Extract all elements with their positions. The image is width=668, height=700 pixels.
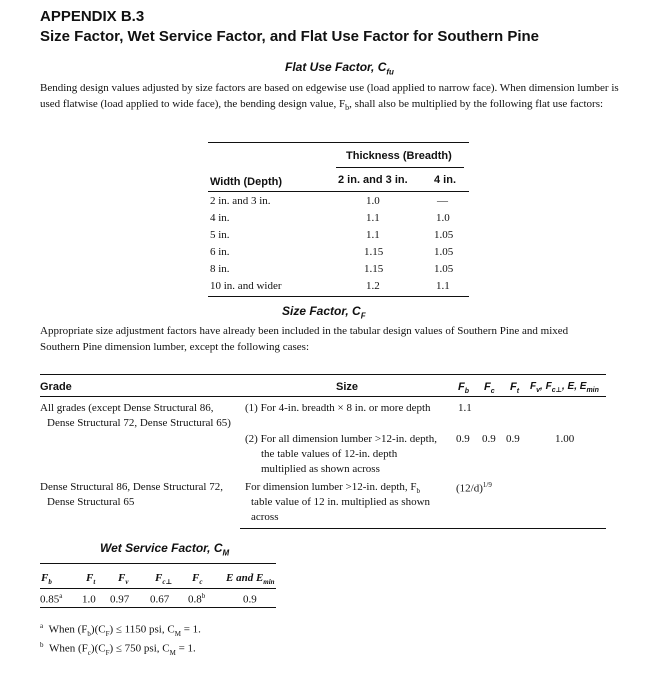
- wet-service-bottom-rule: [40, 607, 276, 608]
- flat-use-row-width: 8 in.: [210, 263, 230, 275]
- flat-use-row-width: 2 in. and 3 in.: [210, 195, 271, 207]
- size-col-rest: $F_v$, $F_{c\perp}$, E, $E_{min}$: [530, 381, 599, 394]
- flat-use-row-a: 1.0: [366, 195, 380, 207]
- flat-use-row-width: 4 in.: [210, 212, 230, 224]
- size-col-grade: Grade: [40, 381, 72, 393]
- wet-val-fcperp: 0.67: [150, 593, 170, 606]
- flat-use-header-rule: [208, 191, 469, 192]
- size-row2-grade-l1: Dense Structural 86, Dense Structural 72,: [40, 481, 223, 493]
- flat-use-row-width: 10 in. and wider: [210, 280, 282, 292]
- flat-use-row-b: 1.05: [434, 246, 454, 258]
- flat-use-col-width: Width (Depth): [210, 176, 282, 188]
- size-row2-size-l2: table value of 12 in. multiplied as shown: [251, 496, 431, 508]
- wet-service-heading: Wet Service Factor, $C_M$: [100, 541, 230, 558]
- flat-use-group-rule: [336, 167, 464, 168]
- size-row1-size2-l3: multiplied as shown across: [261, 463, 380, 475]
- footnote-b: $^b$ When $(F_c)(C_F) \le 750$ psi, $C_M = 1$.: [40, 641, 196, 657]
- flat-use-row-b: 1.05: [434, 229, 454, 241]
- size-row1-size1: (1) For 4-in. breadth × 8 in. or more depth: [245, 402, 431, 414]
- size-row1-size2-l1: (2) For all dimension lumber >12-in. depth,: [245, 433, 437, 445]
- size-row1-fb2: 0.9: [456, 433, 470, 445]
- size-col-fb: $F_b$: [458, 381, 470, 396]
- size-row2-fb: $(12/d)^{1/9}$: [456, 481, 492, 495]
- size-col-fc: $F_c$: [484, 381, 495, 396]
- flat-use-row-a: 1.2: [366, 280, 380, 292]
- size-col-size: Size: [336, 381, 359, 393]
- appendix-title: Size Factor, Wet Service Factor, and Flat Use Factor for Southern Pine: [40, 28, 540, 45]
- size-factor-paragraph: Appropriate size adjustment factors have already been included in the tabular design values of Southern Pine and mixed Southern Pine dimension lumber, except the following cases:: [40, 325, 569, 353]
- flat-use-row-b: —: [437, 195, 448, 207]
- wet-service-top-rule: [40, 563, 276, 564]
- size-row2-grade-l2: Dense Structural 65: [47, 496, 135, 508]
- flat-use-heading: Flat Use Factor, $C_{fu}$: [285, 60, 394, 77]
- size-table-bottom-rule: [240, 528, 606, 529]
- flat-use-row-a: 1.15: [364, 246, 384, 258]
- wet-col-fb: $F_b$: [41, 572, 52, 587]
- wet-val-e: 0.9: [243, 593, 257, 606]
- size-table-top-rule: [40, 374, 606, 375]
- footnote-a: $^a$ When $(F_b)(C_F) \le 1150$ psi, $C_M = 1$.: [40, 622, 201, 638]
- flat-use-row-a: 1.15: [364, 263, 384, 275]
- size-table-header-rule: [40, 396, 606, 397]
- flat-use-table-top-rule: [208, 142, 469, 143]
- wet-col-fv: $F_v$: [118, 572, 129, 587]
- wet-val-ft: 1.0: [82, 593, 96, 606]
- flat-use-row-width: 6 in.: [210, 246, 230, 258]
- wet-col-e: E and $E_{min}$: [226, 572, 275, 587]
- flat-use-row-b: 1.0: [436, 212, 450, 224]
- size-col-ft: $F_t$: [510, 381, 520, 396]
- size-row1-grade-l2: Dense Structural 72, Dense Structural 65): [47, 417, 231, 429]
- size-row1-fc2: 0.9: [482, 433, 496, 445]
- size-row1-grade-l1: All grades (except Dense Structural 86,: [40, 402, 214, 414]
- flat-use-col-a: 2 in. and 3 in.: [338, 174, 408, 186]
- wet-val-fv: 0.97: [110, 593, 130, 606]
- size-row1-rest2: 1.00: [555, 433, 575, 445]
- flat-use-row-b: 1.1: [436, 280, 450, 292]
- size-factor-heading: Size Factor, $C_F$: [282, 304, 366, 321]
- flat-use-row-width: 5 in.: [210, 229, 230, 241]
- wet-col-ft: $F_t$: [86, 572, 96, 587]
- wet-val-fb: 0.85$^a$: [40, 592, 63, 606]
- flat-use-row-b: 1.05: [434, 263, 454, 275]
- flat-use-bottom-rule: [208, 296, 469, 297]
- size-row2-size-l3: across: [251, 511, 279, 523]
- size-row1-ft2: 0.9: [506, 433, 520, 445]
- size-row2-size-l1: For dimension lumber >12-in. depth, $F_b$: [245, 481, 420, 496]
- flat-use-group-header: Thickness (Breadth): [346, 150, 452, 162]
- wet-val-fc: 0.8$^b$: [188, 592, 206, 606]
- wet-service-header-rule: [40, 588, 276, 589]
- flat-use-col-b: 4 in.: [434, 174, 457, 186]
- wet-col-fc: $F_c$: [192, 572, 203, 587]
- size-row1-size2-l2: the table values of 12-in. depth: [261, 448, 398, 460]
- flat-use-paragraph: Bending design values adjusted by size factors are based on edgewise use (load applied to narrow face). When dimension lumber is used flatwise (load applied to wide face), the bending design value, $F_b$, shall also be multiplied by the following flat use factors:: [40, 82, 619, 113]
- flat-use-row-a: 1.1: [366, 212, 380, 224]
- size-row1-fb1: 1.1: [458, 402, 472, 414]
- flat-use-row-a: 1.1: [366, 229, 380, 241]
- appendix-label: APPENDIX B.3: [40, 8, 145, 25]
- wet-col-fcperp: $F_{c\perp}$: [155, 572, 173, 587]
